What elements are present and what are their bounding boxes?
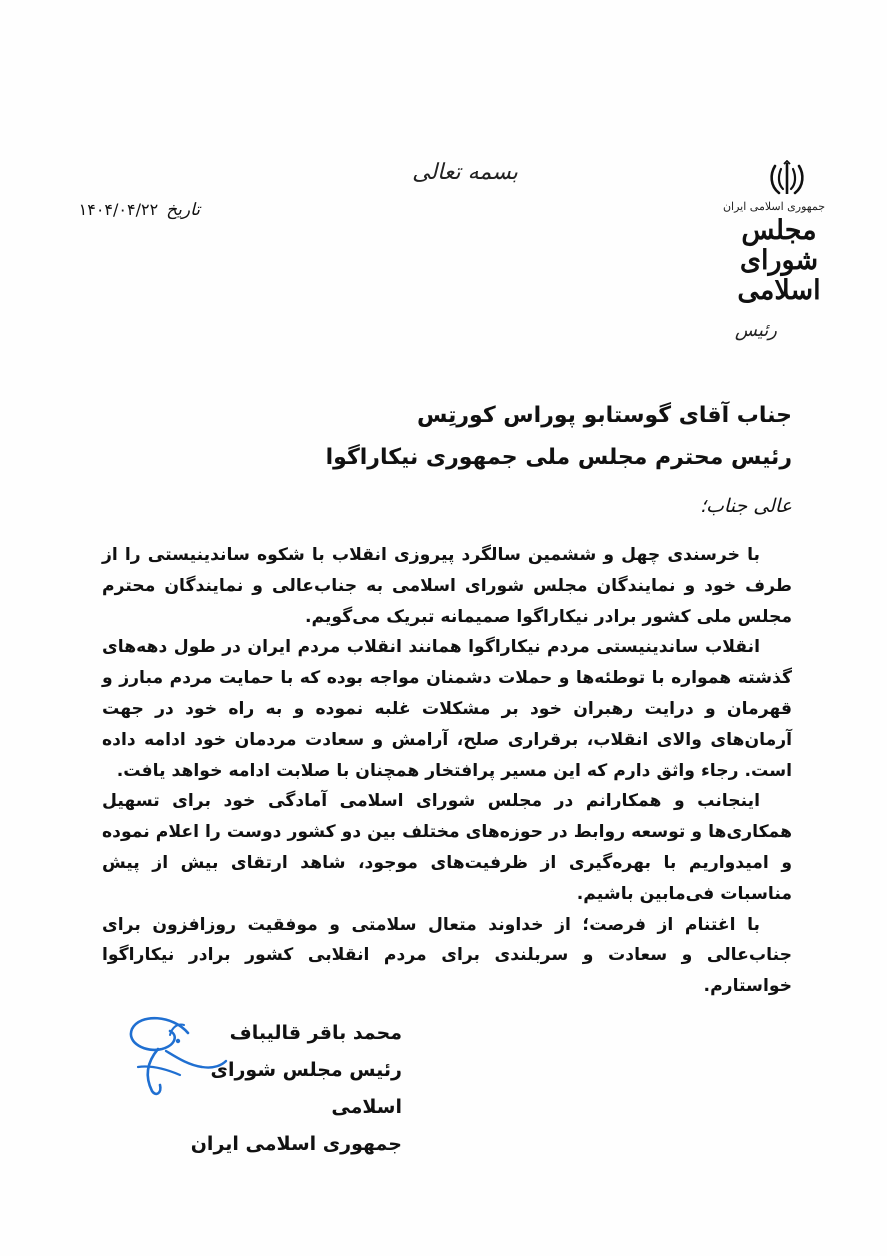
signatory-title: رئیس مجلس شورای اسلامی bbox=[210, 1059, 402, 1118]
body-paragraph: اینجانب و همکارانم در مجلس شورای اسلامی آمادگی خود برای تسهیل همکاری‌ها و توسعه روابط در حوزه‌های مختلف بین دو کشور دوست را اعلام نموده و امیدواریم با بهره‌گیری از ظرفیت‌های موجود، شاهد ارتقای بیش از پیش مناسبات فی‌مابین باشیم. bbox=[102, 791, 792, 904]
letterhead-office-title: رئیس bbox=[734, 320, 777, 341]
signatory-name: محمد باقر قالیباف bbox=[229, 1022, 402, 1044]
handwritten-signature bbox=[118, 1005, 228, 1100]
body-paragraph: با خرسندی چهل و ششمین سالگرد پیروزی انقلاب با شکوه ساندینیستی را از طرف خود و نمایندگان مجلس شورای اسلامی به جناب‌عالی و نمایندگان محترم مجلس ملی کشور برادر نیکاراگوا صمیمانه تبریک می‌گویم. bbox=[102, 545, 792, 627]
signatory-country: جمهوری اسلامی ایران bbox=[190, 1133, 402, 1155]
date-row bbox=[40, 200, 200, 220]
letterhead bbox=[717, 150, 847, 350]
letter-body bbox=[102, 540, 792, 1002]
salutation: عالی جناب؛ bbox=[700, 495, 792, 517]
body-paragraph: با اغتنام از فرصت؛ از خداوند متعال سلامتی و موفقیت روزافزون برای جناب‌عالی و سعادت و سربلندی برای مردم انقلابی کشور برادر نیکاراگوا خواستارم. bbox=[102, 914, 792, 997]
recipient-position: رئیس محترم مجلس ملی جمهوری نیکاراگوا bbox=[325, 445, 792, 470]
iran-emblem-icon bbox=[767, 160, 807, 200]
letterhead-org-name: مجلس شورای اسلامی bbox=[737, 215, 821, 306]
recipient-name: جناب آقای گوستابو پوراس کورتِس bbox=[417, 403, 792, 428]
body-paragraph: انقلاب ساندینیستی مردم نیکاراگوا همانند انقلاب مردم ایران در طول دهه‌های گذشته همواره با توطئه‌ها و حملات دشمنان مواجه بوده که با حمایت مردم مبارز و قهرمان و درایت رهبران خود بر مشکلات غلبه نموده و به راه خود در جهت آرمان‌های والای انقلاب، برقراری صلح، آرامش و سعادت مردمان خود ادامه داده است. رجاء واثق دارم که این مسیر پرافتخار همچنان با صلابت ادامه خواهد یافت. bbox=[102, 637, 792, 781]
basmala: بسمه تعالی bbox=[412, 160, 518, 185]
letterhead-country: جمهوری اسلامی ایران bbox=[722, 200, 826, 213]
date-value: ۱۴۰۴/۰۴/۲۲ bbox=[78, 200, 159, 219]
date-label: تاریخ bbox=[166, 200, 200, 220]
recipient-block bbox=[92, 395, 792, 479]
